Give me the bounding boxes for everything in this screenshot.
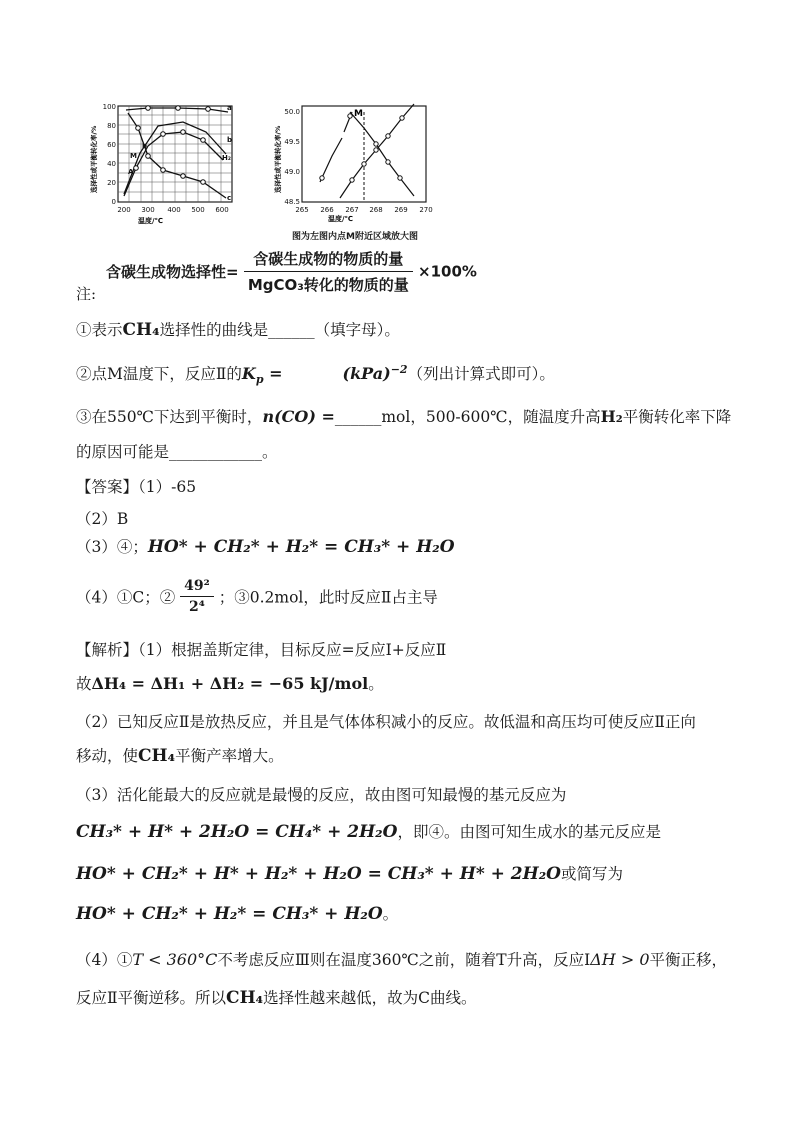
selectivity-formula bbox=[106, 248, 477, 295]
q2-eq: = bbox=[263, 364, 283, 383]
curve-label: b bbox=[142, 142, 148, 150]
answer-label: 【答案】 bbox=[76, 478, 139, 496]
answer-4-den: 2⁴ bbox=[189, 599, 205, 615]
answer-1: （1）-65 bbox=[138, 478, 197, 496]
curve-label: A bbox=[128, 168, 134, 176]
right-xtick: 267 bbox=[345, 206, 359, 214]
analysis-4b bbox=[76, 986, 476, 1008]
left-xtick: 600 bbox=[215, 206, 229, 214]
analysis-p3-eq3-end: 。 bbox=[382, 905, 399, 923]
right-xtick: 268 bbox=[369, 206, 383, 214]
q2-kp-sub: p bbox=[255, 373, 264, 387]
left-xtick: 400 bbox=[167, 206, 181, 214]
analysis-p1b-prefix: 故 bbox=[76, 675, 92, 693]
left-ytick: 0 bbox=[111, 198, 116, 206]
right-xtick: 270 bbox=[419, 206, 433, 214]
right-xtick: 265 bbox=[295, 206, 309, 214]
analysis-3: （3）活化能最大的反应就是最慢的反应，故由图可知最慢的基元反应为 bbox=[76, 786, 567, 804]
left-ytick: 80 bbox=[107, 122, 116, 130]
analysis-p4-dh: ΔH > 0 bbox=[590, 950, 650, 969]
curve-label: a bbox=[227, 104, 232, 112]
analysis-p3-eq1-rest: ，即④。由图可知生成水的基元反应是 bbox=[397, 823, 661, 841]
curve-label: b bbox=[227, 136, 233, 144]
analysis-p3-eq1: CH₃* + H* + 2H₂O = CH₄* + 2H₂O bbox=[76, 822, 398, 842]
left-ytick: 40 bbox=[107, 160, 116, 168]
q2-unit-exp: −2 bbox=[390, 362, 408, 376]
question-3-cont: 的原因可能是____________。 bbox=[76, 443, 278, 461]
left-xtick: 200 bbox=[117, 206, 131, 214]
q2-rest: （列出计算式即可）。 bbox=[407, 365, 555, 383]
formula-left: 含碳生成物选择性= bbox=[106, 263, 239, 281]
note-prefix: 注: bbox=[76, 285, 97, 303]
left-xlabel: 温度/℃ bbox=[138, 217, 164, 225]
answer-2: （2）B bbox=[76, 510, 129, 528]
answer-4-num: 49² bbox=[180, 578, 214, 597]
analysis-3-eq1 bbox=[76, 820, 661, 842]
right-figure-caption: 图为左图内点M附近区域放大图 bbox=[292, 232, 418, 242]
q1-text: ①表示 bbox=[76, 321, 123, 339]
question-2 bbox=[76, 362, 555, 386]
analysis-p1b-eq: ΔH₄ = ΔH₁ + ΔH₂ = −65 kJ/mol bbox=[91, 674, 369, 693]
analysis-p3-eq3: HO* + CH₂* + H₂* = CH₃* + H₂O bbox=[76, 904, 383, 924]
analysis-label: 【解析】 bbox=[76, 641, 139, 659]
right-ytick: 48.5 bbox=[284, 198, 300, 206]
analysis-1 bbox=[76, 638, 446, 660]
right-ytick: 49.5 bbox=[284, 138, 300, 146]
analysis-p1b-end: 。 bbox=[368, 675, 384, 693]
right-xtick: 266 bbox=[320, 206, 334, 214]
analysis-p4-end: 平衡正移， bbox=[649, 951, 728, 969]
left-figure bbox=[88, 98, 248, 228]
analysis-p2b-prefix: 移动，使 bbox=[76, 747, 139, 765]
left-xtick: 500 bbox=[191, 206, 205, 214]
analysis-4 bbox=[76, 948, 727, 970]
q2-text: ②点M温度下，反应Ⅱ的 bbox=[76, 365, 242, 383]
analysis-2: （2）已知反应Ⅱ是放热反应，并且是气体体积减小的反应。故低温和高压均可使反应Ⅱ正向 bbox=[76, 713, 696, 731]
analysis-p4-prefix: （4）① bbox=[76, 951, 133, 969]
question-3 bbox=[76, 405, 731, 427]
analysis-p2b-formula: CH₄ bbox=[138, 746, 176, 766]
answer-3-eq: HO* + CH₂* + H₂* = CH₃* + H₂O bbox=[147, 537, 455, 557]
right-ylabel: 选择性或平衡转化率/% bbox=[274, 125, 282, 193]
right-xtick: 269 bbox=[394, 206, 408, 214]
analysis-p4b-prefix: 反应Ⅱ平衡逆移。所以 bbox=[76, 989, 227, 1007]
answer-3 bbox=[76, 535, 455, 557]
right-ytick: 49.0 bbox=[284, 168, 300, 176]
q3-h2: H₂ bbox=[600, 407, 623, 426]
point-m-label: M bbox=[354, 109, 363, 119]
answer-4-fraction bbox=[180, 578, 214, 615]
answer-line-1 bbox=[76, 475, 196, 497]
answer-3-prefix: （3）④； bbox=[76, 538, 148, 556]
q3-text: ③在550℃下达到平衡时， bbox=[76, 408, 263, 426]
analysis-2b bbox=[76, 744, 284, 766]
analysis-p4-mid: 不考虑反应Ⅲ则在温度360℃之前，随着T升高，反应Ⅰ bbox=[217, 951, 591, 969]
formula-numerator: 含碳生成物的物质的量 bbox=[244, 248, 413, 272]
q1-rest: 选择性的曲线是______（填字母）。 bbox=[159, 321, 400, 339]
q2-unit: (kPa) bbox=[342, 364, 391, 383]
formula-times: ×100% bbox=[418, 262, 477, 281]
analysis-1b bbox=[76, 672, 384, 694]
right-chart-svg bbox=[270, 98, 440, 228]
left-ytick: 100 bbox=[102, 103, 116, 111]
analysis-p4-cond: T < 360°C bbox=[132, 950, 218, 969]
analysis-p4b-formula: CH₄ bbox=[226, 988, 264, 1008]
curve-label: H₂ bbox=[222, 154, 231, 162]
right-xlabel: 温度/℃ bbox=[328, 215, 354, 223]
answer-4-prefix: （4）①C；② bbox=[76, 588, 176, 607]
curve-label: M bbox=[130, 152, 137, 160]
formula-denominator: MgCO₃转化的物质的量 bbox=[247, 276, 409, 294]
analysis-3-eq2 bbox=[76, 862, 623, 884]
right-ytick: 50.0 bbox=[284, 108, 300, 116]
curve-label: c bbox=[227, 194, 232, 202]
q1-formula: CH₄ bbox=[122, 320, 160, 340]
analysis-3-eq3 bbox=[76, 902, 398, 924]
analysis-p3-eq2: HO* + CH₂* + H* + H₂* + H₂O = CH₃* + H* + 2H₂O bbox=[76, 864, 561, 884]
answer-4-rest: ；③0.2mol，此时反应Ⅱ占主导 bbox=[218, 588, 438, 607]
analysis-p1: （1）根据盖斯定律，目标反应=反应Ⅰ+反应Ⅱ bbox=[138, 641, 447, 659]
formula-fraction bbox=[244, 248, 413, 295]
left-chart-svg bbox=[88, 98, 248, 228]
q3-rest2: 平衡转化率下降 bbox=[622, 408, 732, 426]
right-figure bbox=[270, 98, 440, 228]
left-ylabel: 选择性或平衡转化率/% bbox=[90, 125, 98, 193]
analysis-p4b-rest: 选择性越来越低，故为C曲线。 bbox=[263, 989, 477, 1007]
question-1 bbox=[76, 318, 400, 340]
analysis-p2b-rest: 平衡产率增大。 bbox=[175, 747, 284, 765]
left-ytick: 20 bbox=[107, 179, 116, 187]
q3-rest: ______mol，500-600℃，随温度升高 bbox=[334, 408, 601, 426]
answer-4 bbox=[76, 578, 438, 615]
analysis-p3-eq2-rest: 或简写为 bbox=[560, 865, 623, 883]
q2-kp: K bbox=[241, 364, 256, 383]
left-xtick: 300 bbox=[141, 206, 155, 214]
left-ytick: 60 bbox=[107, 141, 116, 149]
q3-formula: n(CO) = bbox=[262, 407, 335, 426]
